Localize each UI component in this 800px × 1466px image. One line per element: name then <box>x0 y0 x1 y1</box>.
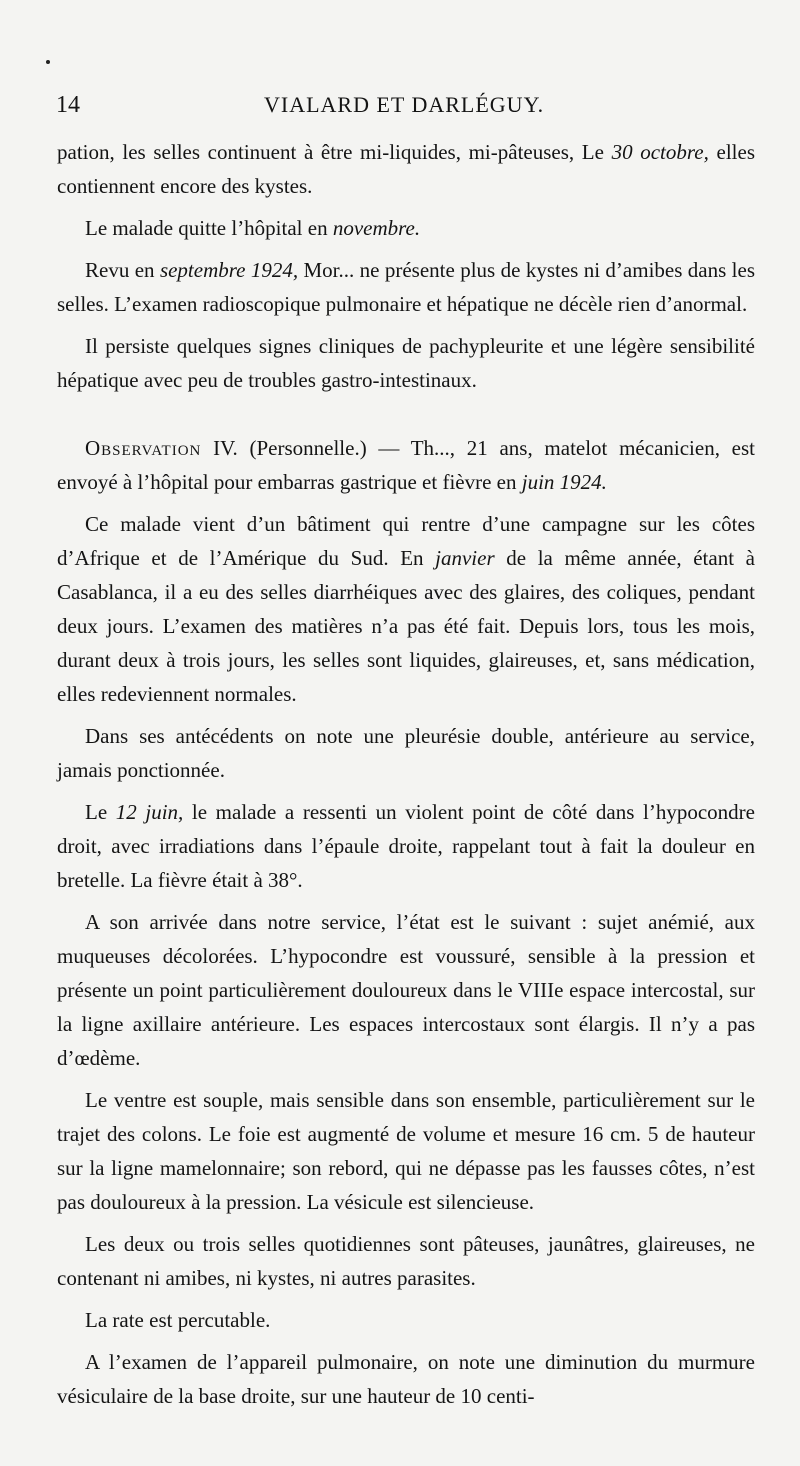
text-run: pation, les selles continuent à être mi-liquides, mi-pâteuses, Le <box>57 140 612 164</box>
italic-text: novembre. <box>332 216 421 240</box>
paragraph <box>57 1083 755 1219</box>
italic-text: juin 1924. <box>521 470 607 494</box>
observation-heading-paragraph <box>57 431 755 499</box>
paragraph <box>57 719 755 787</box>
paragraph <box>57 329 755 397</box>
text-run: Revu en <box>85 258 160 282</box>
paragraph <box>57 1227 755 1295</box>
running-title: VIALARD ET DARLÉGUY. <box>264 92 545 117</box>
italic-text: septembre 1924, <box>159 258 299 282</box>
paragraph <box>57 1345 755 1413</box>
text-run: Le ventre est souple, mais sensible dans son ensemble, particulièrement sur le trajet des colons. Le foie est augmenté de volume et mesure 16 cm. 5 de hauteur sur la ligne mamelonnaire; son rebord, qui ne dépasse pas les fausses côtes, n’est pas douloureux à la pression. La vésicule est silencieuse. <box>57 1088 755 1214</box>
page-number: 14 <box>56 92 80 118</box>
text-run: Il persiste quelques signes cliniques de pachypleurite et une légère sensibilité hépatique avec peu de troubles gastro-intestinaux. <box>57 334 755 392</box>
text-run: A l’examen de l’appareil pulmonaire, on note une diminution du murmure vésiculaire de la base droite, sur une hauteur de 10 centi- <box>57 1350 755 1408</box>
paragraph <box>57 211 755 245</box>
text-run: IV. (Personnelle.) — Th..., 21 ans, matelot mécanicien, est envoyé à l’hôpital pour embarras gastrique et fièvre en <box>57 436 755 494</box>
paragraph <box>57 905 755 1075</box>
text-run: Mor... ne présente plus de kystes ni d’amibes dans les selles. L’examen radioscopique pulmonaire et hépatique ne décèle rien d’anormal. <box>57 258 756 316</box>
italic-text: 30 octobre, <box>611 140 709 164</box>
body-text <box>57 135 755 1413</box>
text-run: Le <box>85 800 116 824</box>
text-run: de la même année, étant à Casablanca, il a eu des selles diarrhéiques avec des glaires, des coliques, pendant deux jours. L’examen des matières n’a pas été fait. Depuis lors, tous les mois, durant deux à trois jours, les selles sont liquides, glaireuses, et, sans médication, elles redeviennent normales. <box>57 546 755 706</box>
paragraph <box>57 507 755 711</box>
paragraph <box>57 253 755 321</box>
page-header <box>56 92 750 122</box>
page-speck <box>46 60 50 64</box>
text-run: Le malade quitte l’hôpital en <box>85 216 333 240</box>
text-run: Les deux ou trois selles quotidiennes sont pâteuses, jaunâtres, glaireuses, ne contenant ni amibes, ni kystes, ni autres parasites. <box>57 1232 755 1290</box>
small-caps-text: Observation <box>85 436 202 460</box>
paragraph <box>57 1303 755 1337</box>
text-run: elles contiennent encore des kystes. <box>57 140 755 198</box>
text-run: A son arrivée dans notre service, l’état est le suivant : sujet anémié, aux muqueuses décolorées. L’hypocondre est voussuré, sensible à la pression et présente un point particulièrement douloureux dans le VIIIe espace intercostal, sur la ligne axillaire antérieure. Les espaces intercostaux sont élargis. Il n’y a pas d’œdème. <box>57 910 755 1070</box>
text-run: La rate est percutable. <box>85 1308 271 1332</box>
italic-text: janvier <box>435 546 495 570</box>
paragraph <box>57 135 755 203</box>
text-run: le malade a ressenti un violent point de côté dans l’hypocondre droit, avec irradiations dans l’épaule droite, rappelant tout à fait la douleur en bretelle. La fièvre était à 38°. <box>57 800 755 892</box>
text-run: Dans ses antécédents on note une pleurésie double, antérieure au service, jamais ponctionnée. <box>57 724 755 782</box>
paragraph <box>57 795 755 897</box>
text-run: Ce malade vient d’un bâtiment qui rentre d’une campagne sur les côtes d’Afrique et de l’Amérique du Sud. En <box>57 512 755 570</box>
italic-text: 12 juin, <box>115 800 184 824</box>
